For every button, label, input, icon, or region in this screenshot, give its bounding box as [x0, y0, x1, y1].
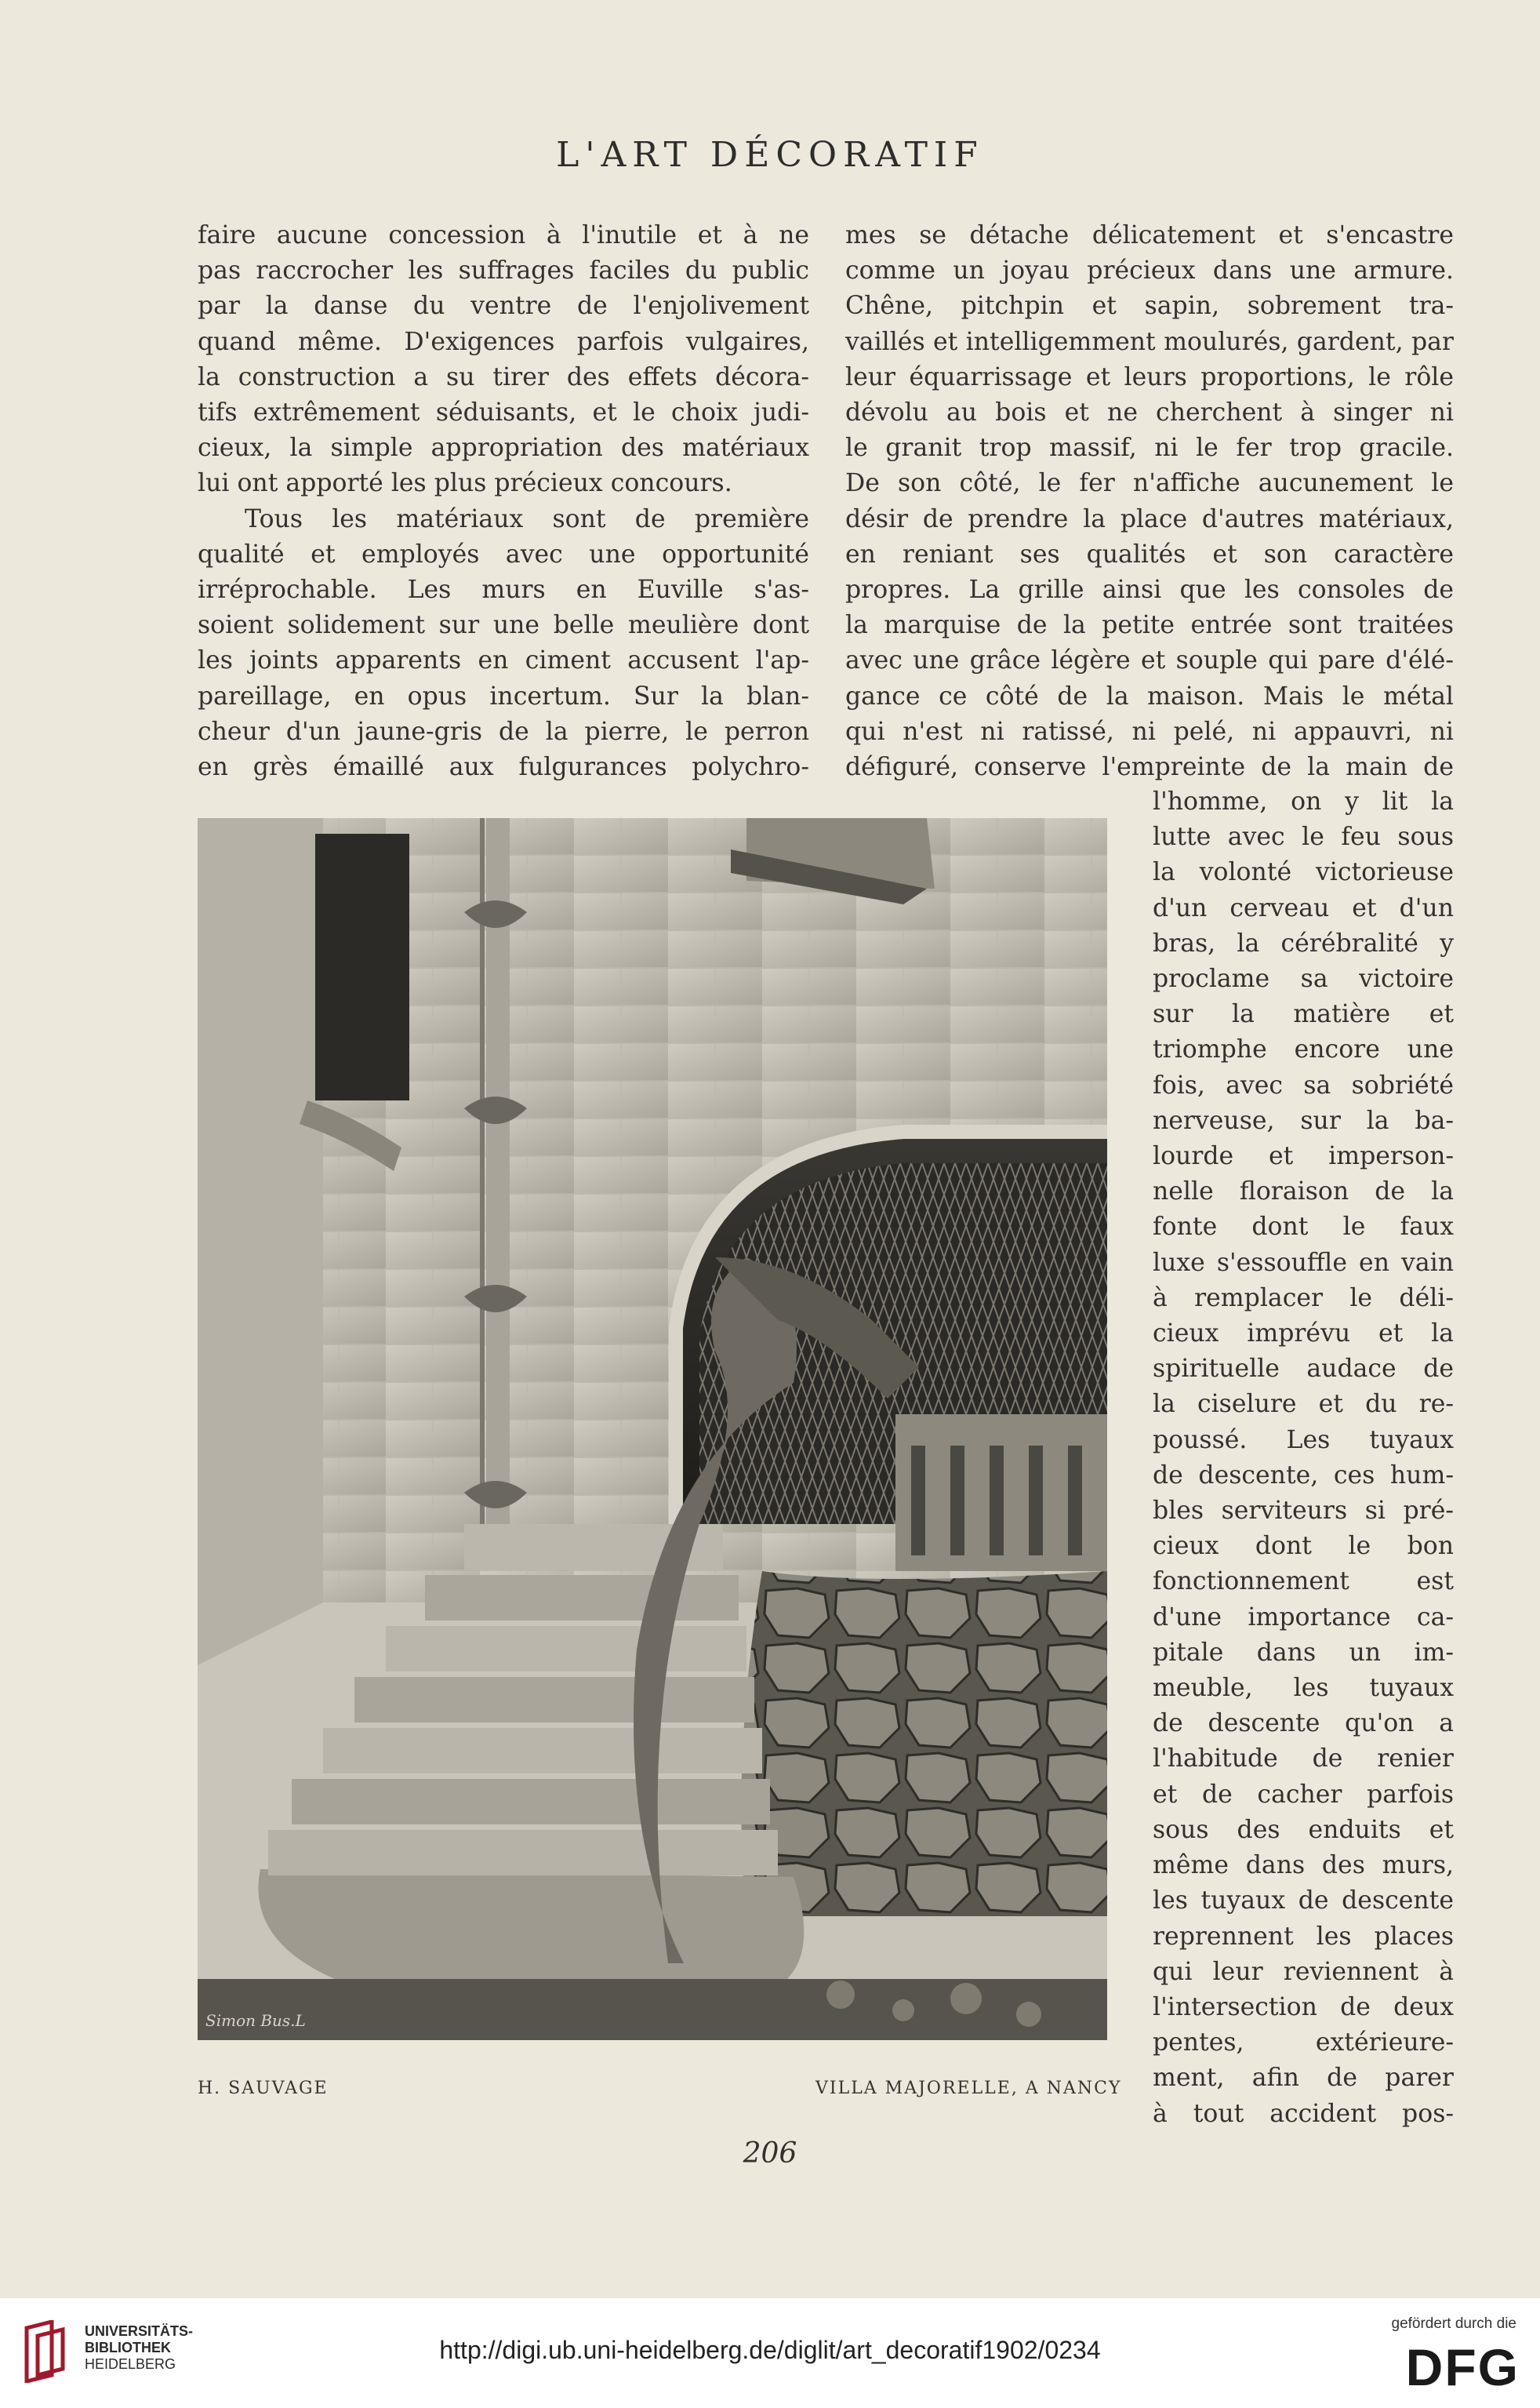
text-line: l'intersection de deux: [1153, 1992, 1454, 2021]
photo-signature: Simon Bus.L: [205, 2011, 306, 2030]
text-line: sur la matière et: [1153, 1000, 1454, 1029]
text-line: fois, avec sa sobriété: [1153, 1071, 1454, 1100]
text-line: de descente, ces hum-: [1153, 1460, 1454, 1490]
text-line: proclame sa victoire: [1153, 965, 1454, 994]
text-line: par la danse du ventre de l'enjolivement: [198, 292, 809, 321]
text-line: qualité et employés avec une opportunité: [198, 540, 809, 569]
dfg-logo: DFG: [1405, 2338, 1520, 2396]
text-line: pas raccrocher les suffrages faciles du public: [198, 256, 809, 286]
text-line: de descente qu'on a: [1153, 1709, 1454, 1738]
text-line: en grès émaillé aux fulgurances polychro-: [198, 753, 809, 782]
text-line: lutte avec le feu sous: [1153, 823, 1454, 852]
text-line: la ciselure et du re-: [1153, 1390, 1454, 1419]
text-line: à tout accident pos-: [1153, 2099, 1454, 2128]
text-line: et de cacher parfois: [1153, 1780, 1454, 1809]
text-line: cieux, la simple appropriation des matériaux: [198, 434, 809, 463]
text-line: les tuyaux de descente: [1153, 1886, 1454, 1915]
text-line: la construction a su tirer des effets décora-: [198, 362, 809, 391]
institution-line-3: HEIDELBERG: [85, 2356, 176, 2372]
text-line: la volonté victorieuse: [1153, 858, 1454, 887]
text-line: pentes, extérieure-: [1153, 2028, 1454, 2057]
text-line: à remplacer le déli-: [1153, 1283, 1454, 1312]
text-line: soient solidement sur une belle meulière dont: [198, 611, 809, 640]
right-narrow-text-column: [1153, 784, 1454, 2132]
permalink-url[interactable]: http://digi.ub.uni-heidelberg.de/diglit/art_decoratif1902/0234: [439, 2336, 1101, 2364]
text-line: Tous les matériaux sont de première: [245, 504, 809, 533]
caption-architect: H. SAUVAGE: [198, 2079, 329, 2098]
text-line: le granit trop massif, ni le fer trop gracile.: [845, 434, 1454, 463]
institution-line-2: BIBLIOTHEK: [85, 2340, 171, 2355]
text-line: propres. La grille ainsi que les consoles de: [845, 576, 1454, 605]
text-line: bras, la cérébralité y: [1153, 929, 1454, 958]
text-line: même dans des murs,: [1153, 1851, 1454, 1880]
right-text-column: [845, 218, 1454, 785]
text-line: en reniant ses qualités et son caractère: [845, 540, 1454, 569]
text-line: leur équarrissage et leurs proportions, le rôle: [845, 362, 1454, 391]
text-line: cieux dont le bon: [1153, 1532, 1454, 1561]
text-line: fonte dont le faux: [1153, 1213, 1454, 1242]
text-line: sous des enduits et: [1153, 1815, 1454, 1844]
text-line: lui ont apporté les plus précieux concours.: [198, 469, 732, 498]
text-line: luxe s'essouffle en vain: [1153, 1248, 1454, 1277]
text-line: triomphe encore une: [1153, 1035, 1454, 1064]
text-line: lourde et imperson-: [1153, 1142, 1454, 1171]
text-line: tifs extrêmement séduisants, et le choix judi-: [198, 398, 809, 427]
text-line: avec une grâce légère et souple qui pare d'élé-: [845, 646, 1454, 675]
text-line: désir de prendre la place d'autres matériaux,: [845, 504, 1454, 533]
text-line: Chêne, pitchpin et sapin, sobrement tra-: [845, 292, 1454, 321]
left-text-column: [198, 218, 809, 785]
caption-title: VILLA MAJORELLE, A NANCY: [815, 2079, 1122, 2098]
text-line: cheur d'un jaune-gris de la pierre, le perron: [198, 717, 809, 746]
funding-note: gefördert durch die: [1391, 2315, 1516, 2332]
text-line: comme un joyau précieux dans une armure.: [845, 256, 1454, 286]
text-line: l'habitude de renier: [1153, 1744, 1454, 1773]
page-number: 206: [743, 2137, 797, 2170]
text-line: poussé. Les tuyaux: [1153, 1425, 1454, 1454]
text-line: vaillés et intelligemment moulurés, gardent, par: [845, 327, 1454, 356]
text-line: meuble, les tuyaux: [1153, 1674, 1454, 1703]
text-line: nelle floraison de la: [1153, 1177, 1454, 1206]
text-line: pitale dans un im-: [1153, 1638, 1454, 1667]
text-line: spirituelle audace de: [1153, 1355, 1454, 1384]
text-line: pareillage, en opus incertum. Sur la blan-: [198, 682, 809, 711]
text-line: défiguré, conserve l'empreinte de la main de: [845, 753, 1454, 782]
text-line: ment, afin de parer: [1153, 2064, 1454, 2093]
text-line: mes se détache délicatement et s'encastre: [845, 221, 1454, 249]
text-line: bles serviteurs si pré-: [1153, 1497, 1454, 1526]
text-line: quand même. D'exigences parfois vulgaires,: [198, 327, 809, 356]
institution-line-1: UNIVERSITÄTS-: [85, 2323, 194, 2339]
text-line: la marquise de la petite entrée sont traitées: [845, 611, 1454, 640]
text-line: nerveuse, sur la ba-: [1153, 1106, 1454, 1135]
text-line: irréprochable. Les murs en Euville s'as-: [198, 576, 809, 605]
text-line: dévolu au bois et ne cherchent à singer ni: [845, 398, 1454, 427]
text-line: fonctionnement est: [1153, 1567, 1454, 1596]
text-line: d'un cerveau et d'un: [1153, 893, 1454, 922]
text-line: l'homme, on y lit la: [1153, 788, 1454, 816]
text-line: cieux imprévu et la: [1153, 1319, 1454, 1348]
text-line: De son côté, le fer n'affiche aucunement le: [845, 469, 1454, 498]
running-header: L'ART DÉCORATIF: [556, 135, 984, 175]
villa-majorelle-photograph: [198, 818, 1107, 2040]
text-line: gance ce côté de la maison. Mais le métal: [845, 682, 1454, 711]
text-line: faire aucune concession à l'inutile et à ne: [198, 221, 809, 249]
text-line: d'une importance ca-: [1153, 1602, 1454, 1631]
text-line: qui leur reviennent à: [1153, 1957, 1454, 1986]
text-line: qui n'est ni ratissé, ni pelé, ni appauvri, ni: [845, 717, 1454, 746]
text-line: reprennent les places: [1153, 1922, 1454, 1951]
text-line: les joints apparents en ciment accusent l'ap-: [198, 646, 809, 675]
digitization-footer: [0, 2298, 1540, 2408]
